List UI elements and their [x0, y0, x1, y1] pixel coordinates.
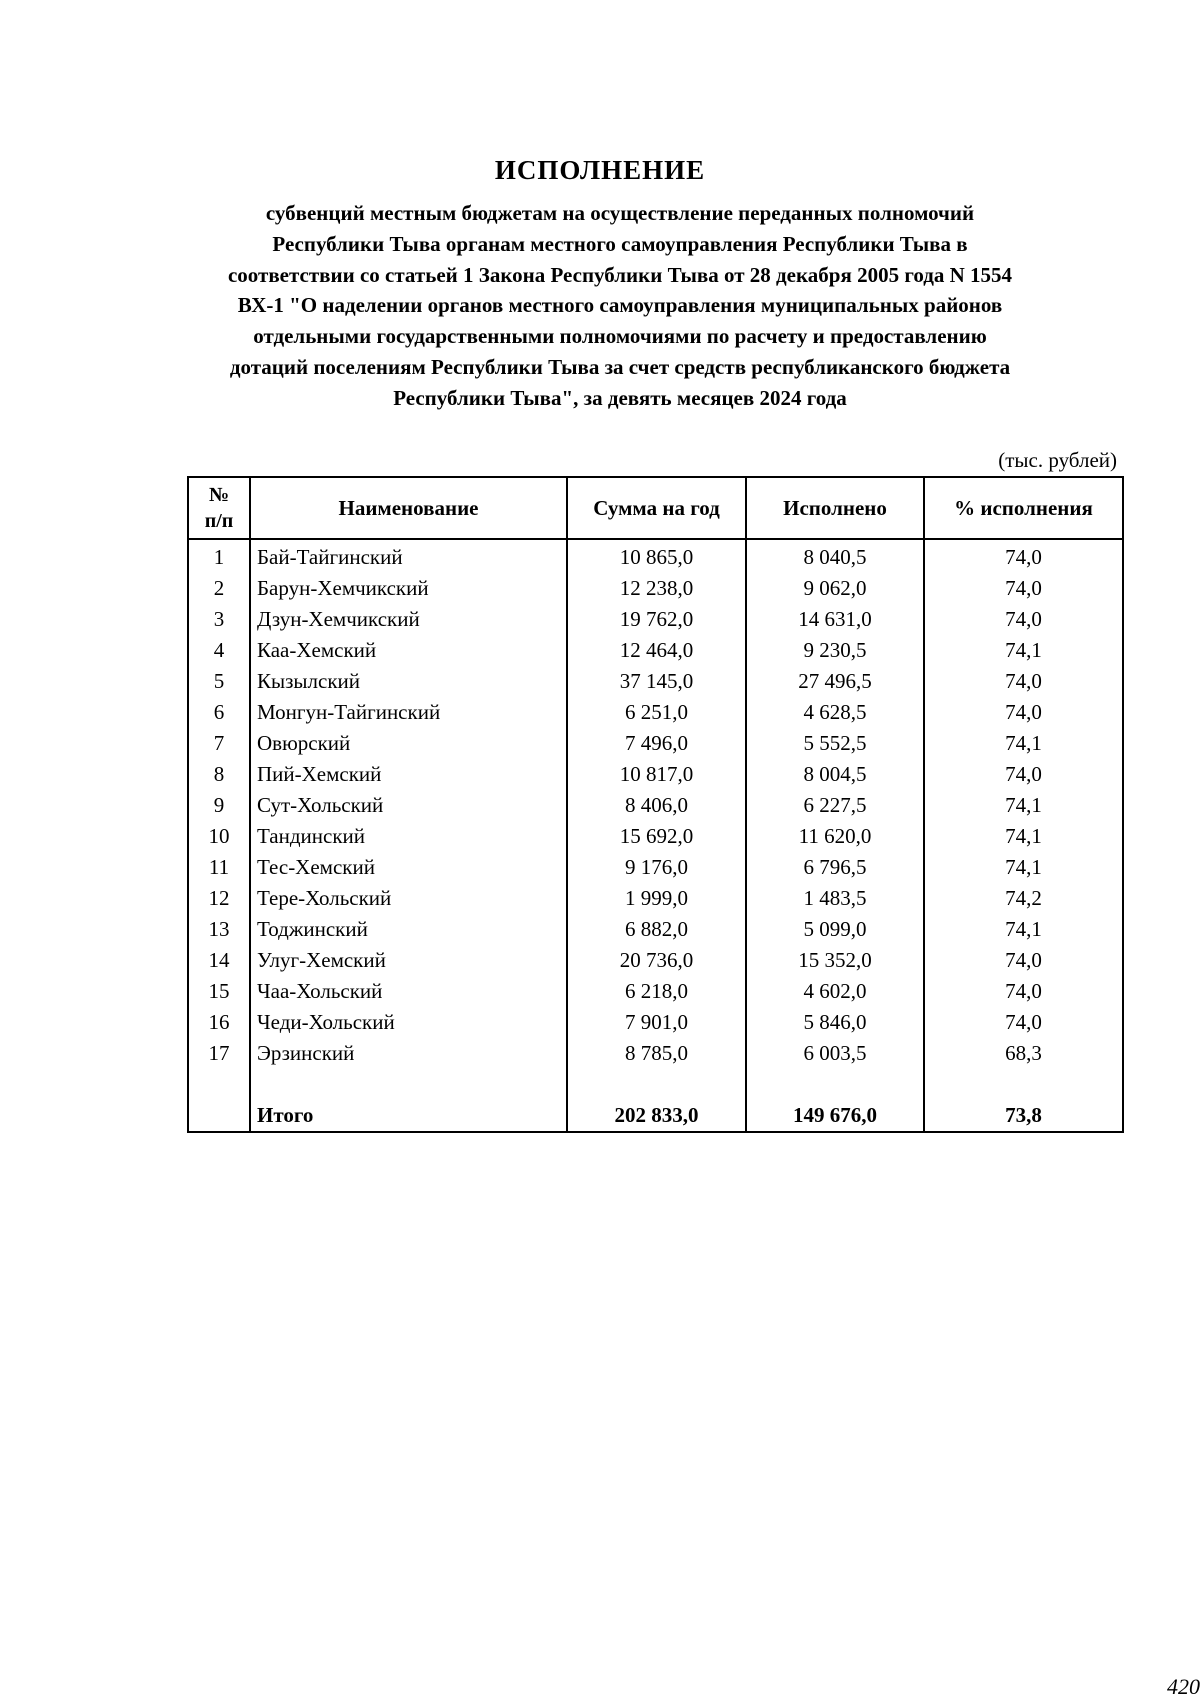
table-row: [188, 852, 1123, 883]
cell-percent: 74,0: [924, 573, 1123, 604]
spacer-cell: [567, 1069, 746, 1100]
page-number: 420: [1167, 1674, 1200, 1699]
cell-number: 10: [188, 821, 250, 852]
cell-year-sum: 12 464,0: [567, 635, 746, 666]
cell-year-sum: 6 251,0: [567, 697, 746, 728]
cell-number: 17: [188, 1038, 250, 1069]
subtitle-line: Республики Тыва органам местного самоуправления Республики Тыва в: [272, 231, 968, 256]
table-row: [188, 539, 1123, 573]
total-executed: 149 676,0: [746, 1100, 924, 1132]
cell-percent: 74,0: [924, 697, 1123, 728]
cell-percent: 74,1: [924, 790, 1123, 821]
cell-percent: 74,0: [924, 666, 1123, 697]
units-label: (тыс. рублей): [998, 448, 1117, 472]
table-row: [188, 666, 1123, 697]
table-row: [188, 697, 1123, 728]
table-row: [188, 604, 1123, 635]
cell-name: Тес-Хемский: [250, 852, 567, 883]
header-number-line2: п/п: [204, 510, 234, 532]
subtitle-line: субвенций местным бюджетам на осуществление переданных полномочий: [265, 201, 975, 225]
cell-executed: 9 230,5: [746, 635, 924, 666]
cell-year-sum: 20 736,0: [567, 945, 746, 976]
cell-name: Дзун-Хемчикский: [250, 604, 567, 635]
cell-number: 1: [188, 539, 250, 573]
table-row: [188, 759, 1123, 790]
table-row: [188, 1038, 1123, 1069]
cell-name: Эрзинский: [250, 1038, 567, 1069]
cell-number: 4: [188, 635, 250, 666]
cell-number: 9: [188, 790, 250, 821]
table-row: [188, 573, 1123, 604]
cell-number: 6: [188, 697, 250, 728]
header-number-line1: №: [208, 484, 230, 506]
cell-executed: 6 796,5: [746, 852, 924, 883]
total-percent: 73,8: [924, 1100, 1123, 1132]
document-title: ИСПОЛНЕНИЕ: [494, 155, 706, 185]
cell-year-sum: 37 145,0: [567, 666, 746, 697]
cell-name: Пий-Хемский: [250, 759, 567, 790]
execution-table: [187, 476, 1124, 1133]
cell-year-sum: 7 901,0: [567, 1007, 746, 1038]
table-spacer-row: [188, 1069, 1123, 1100]
cell-executed: 1 483,5: [746, 883, 924, 914]
cell-year-sum: 8 785,0: [567, 1038, 746, 1069]
table-row: [188, 883, 1123, 914]
cell-executed: 8 004,5: [746, 759, 924, 790]
cell-percent: 74,1: [924, 914, 1123, 945]
cell-number: 2: [188, 573, 250, 604]
cell-name: Чеди-Хольский: [250, 1007, 567, 1038]
total-year-sum: 202 833,0: [567, 1100, 746, 1132]
cell-executed: 5 099,0: [746, 914, 924, 945]
cell-year-sum: 6 882,0: [567, 914, 746, 945]
cell-name: Овюрский: [250, 728, 567, 759]
cell-executed: 5 552,5: [746, 728, 924, 759]
cell-executed: 4 602,0: [746, 976, 924, 1007]
table-row: [188, 914, 1123, 945]
cell-percent: 68,3: [924, 1038, 1123, 1069]
cell-number: 15: [188, 976, 250, 1007]
cell-number: 5: [188, 666, 250, 697]
cell-name: Тере-Хольский: [250, 883, 567, 914]
table-header-row: [188, 477, 1123, 539]
cell-number: 3: [188, 604, 250, 635]
header-name: Наименование: [250, 477, 567, 539]
header-year-sum: Сумма на год: [567, 477, 746, 539]
subtitle-line: дотаций поселениям Республики Тыва за счет средств республиканского бюджета: [229, 354, 1011, 379]
cell-number: 11: [188, 852, 250, 883]
spacer-cell: [924, 1069, 1123, 1100]
cell-executed: 9 062,0: [746, 573, 924, 604]
header-executed: Исполнено: [746, 477, 924, 539]
header-percent: % исполнения: [924, 477, 1123, 539]
cell-name: Сут-Хольский: [250, 790, 567, 821]
spacer-cell: [746, 1069, 924, 1100]
cell-percent: 74,0: [924, 976, 1123, 1007]
cell-name: Кызылский: [250, 666, 567, 697]
cell-year-sum: 9 176,0: [567, 852, 746, 883]
cell-name: Барун-Хемчикский: [250, 573, 567, 604]
spacer-cell: [188, 1069, 250, 1100]
cell-executed: 6 227,5: [746, 790, 924, 821]
subtitle-line: отдельными государственными полномочиями по расчету и предоставлению: [253, 324, 987, 349]
spacer-cell: [250, 1069, 567, 1100]
cell-executed: 15 352,0: [746, 945, 924, 976]
table-row: [188, 945, 1123, 976]
cell-executed: 5 846,0: [746, 1007, 924, 1038]
cell-name: Монгун-Тайгинский: [250, 697, 567, 728]
total-label: Итого: [250, 1100, 567, 1132]
cell-executed: 14 631,0: [746, 604, 924, 635]
cell-year-sum: 10 817,0: [567, 759, 746, 790]
cell-percent: 74,2: [924, 883, 1123, 914]
cell-year-sum: 8 406,0: [567, 790, 746, 821]
cell-percent: 74,1: [924, 728, 1123, 759]
cell-executed: 27 496,5: [746, 666, 924, 697]
cell-name: Тандинский: [250, 821, 567, 852]
cell-percent: 74,1: [924, 635, 1123, 666]
cell-number: 7: [188, 728, 250, 759]
cell-percent: 74,0: [924, 945, 1123, 976]
cell-percent: 74,1: [924, 821, 1123, 852]
cell-name: Улуг-Хемский: [250, 945, 567, 976]
cell-year-sum: 6 218,0: [567, 976, 746, 1007]
table-row: [188, 635, 1123, 666]
cell-executed: 11 620,0: [746, 821, 924, 852]
cell-number: 8: [188, 759, 250, 790]
cell-percent: 74,0: [924, 604, 1123, 635]
table-body: [188, 539, 1123, 1132]
cell-name: Чаа-Хольский: [250, 976, 567, 1007]
subtitle-line: ВХ-1 "О наделении органов местного самоуправления муниципальных районов: [237, 293, 1003, 318]
table-row: [188, 821, 1123, 852]
cell-executed: 8 040,5: [746, 539, 924, 573]
cell-name: Каа-Хемский: [250, 635, 567, 666]
document-subtitle: [180, 198, 1060, 414]
total-number-cell: [188, 1100, 250, 1132]
cell-executed: 4 628,5: [746, 697, 924, 728]
cell-percent: 74,0: [924, 1007, 1123, 1038]
cell-number: 12: [188, 883, 250, 914]
cell-name: Тоджинский: [250, 914, 567, 945]
cell-percent: 74,1: [924, 852, 1123, 883]
cell-number: 16: [188, 1007, 250, 1038]
subtitle-line: Республики Тыва", за девять месяцев 2024 года: [393, 385, 847, 410]
cell-percent: 74,0: [924, 539, 1123, 573]
subtitle-line: соответствии со статьей 1 Закона Республики Тыва от 28 декабря 2005 года N 1554: [227, 262, 1013, 287]
cell-executed: 6 003,5: [746, 1038, 924, 1069]
table-row: [188, 976, 1123, 1007]
table-total-row: [188, 1100, 1123, 1132]
table-row: [188, 728, 1123, 759]
cell-year-sum: 1 999,0: [567, 883, 746, 914]
cell-percent: 74,0: [924, 759, 1123, 790]
cell-number: 13: [188, 914, 250, 945]
table-row: [188, 1007, 1123, 1038]
table-row: [188, 790, 1123, 821]
cell-year-sum: 10 865,0: [567, 539, 746, 573]
cell-year-sum: 7 496,0: [567, 728, 746, 759]
cell-number: 14: [188, 945, 250, 976]
cell-year-sum: 12 238,0: [567, 573, 746, 604]
cell-year-sum: 19 762,0: [567, 604, 746, 635]
cell-year-sum: 15 692,0: [567, 821, 746, 852]
header-number: [188, 477, 250, 539]
cell-name: Бай-Тайгинский: [250, 539, 567, 573]
